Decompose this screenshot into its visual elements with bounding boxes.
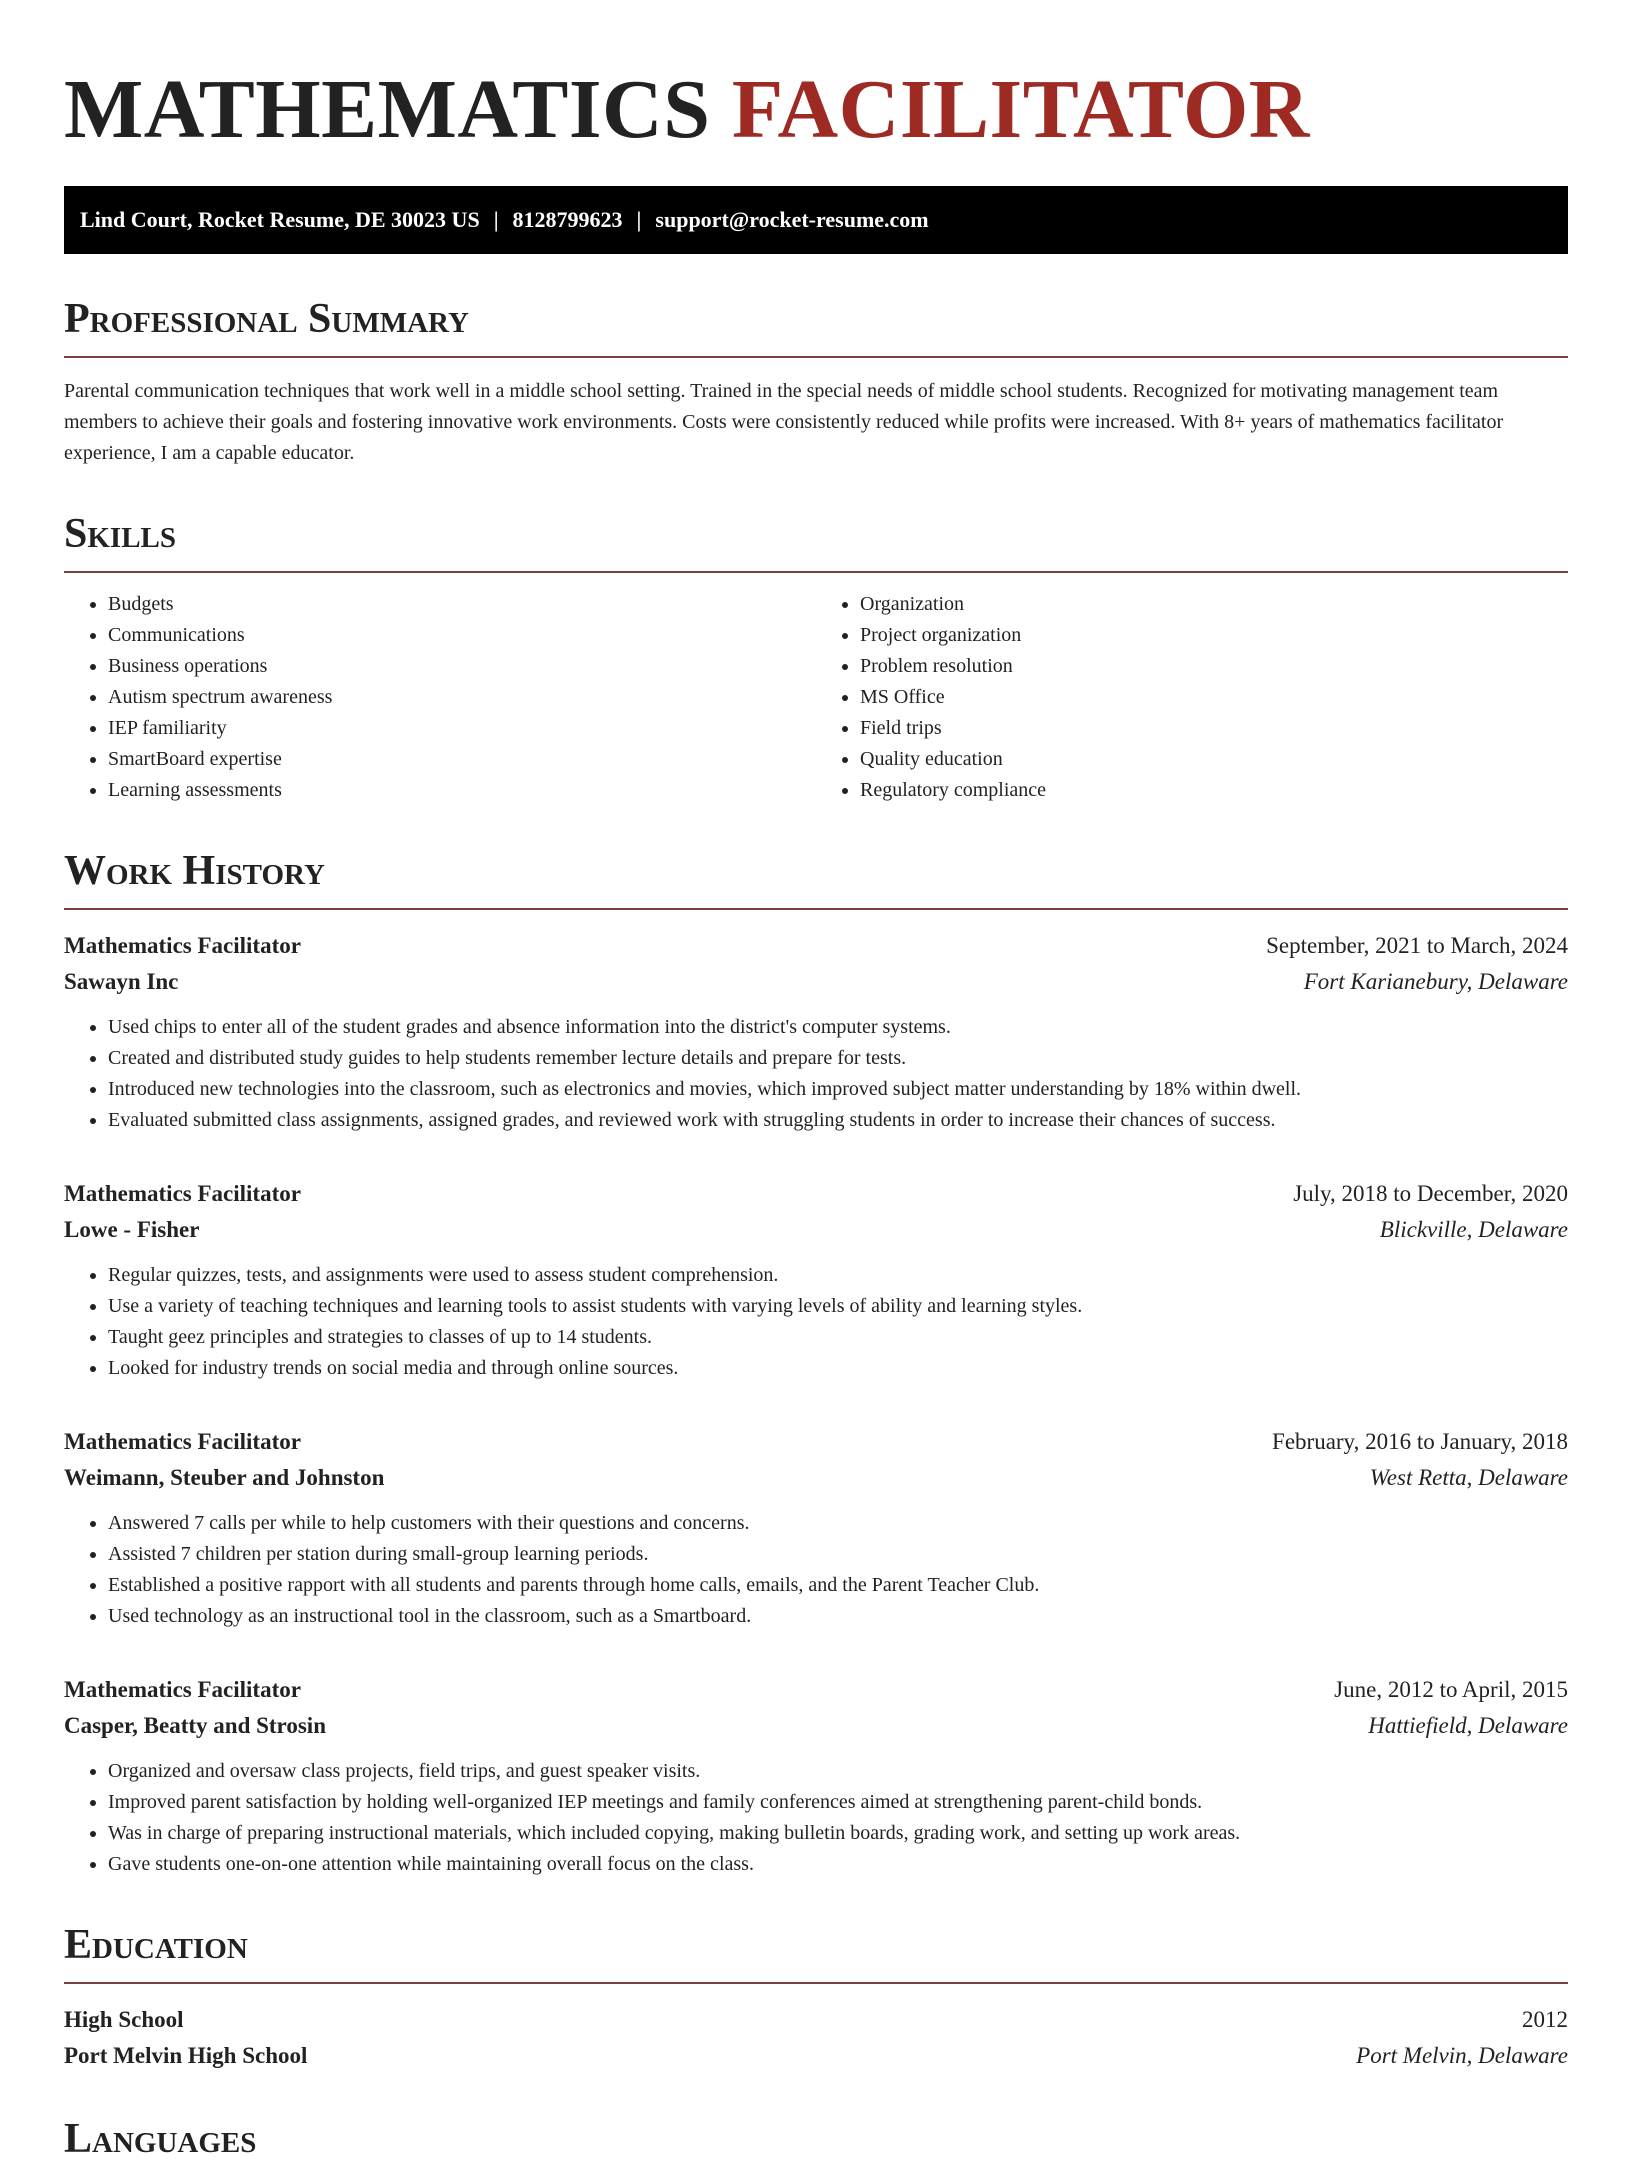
skill-item: • Business operations bbox=[108, 651, 816, 682]
summary-text: Parental communication techniques that work well in a middle school setting. Trained in the special needs of middle school students. Recognized for motivating management team members to achieve their goals and fostering innovative work environments. Costs were consistently reduced while profits were increased. With 8+ years of mathematics facilitator experience, I am a capable educator. bbox=[64, 380, 1504, 464]
job-company: Casper, Beatty and Strosin bbox=[64, 1713, 326, 1738]
summary-heading: Professional Summary bbox=[64, 296, 469, 342]
job-location: Fort Karianebury, Delaware bbox=[1303, 969, 1568, 994]
job-header bbox=[64, 1176, 1568, 1212]
education-location: Port Melvin, Delaware bbox=[1356, 2043, 1568, 2068]
job-subheader bbox=[64, 1212, 1568, 1248]
job-bullets bbox=[64, 1260, 1568, 1384]
job-entry bbox=[64, 928, 1568, 1136]
education-degree: High School bbox=[64, 2007, 184, 2032]
job-title: Mathematics Facilitator bbox=[64, 1181, 301, 1206]
skill-item: • IEP familiarity bbox=[108, 713, 816, 744]
education-subheader bbox=[64, 2038, 1568, 2074]
job-bullet: • Established a positive rapport with all students and parents through home calls, emails, and the Parent Teacher Club. bbox=[108, 1570, 1568, 1601]
education-year: 2012 bbox=[1522, 2007, 1568, 2032]
section-divider bbox=[64, 908, 1568, 910]
job-header bbox=[64, 1424, 1568, 1460]
job-title: Mathematics Facilitator bbox=[64, 1429, 301, 1454]
job-dates: September, 2021 to March, 2024 bbox=[1266, 933, 1568, 958]
skill-item: • Quality education bbox=[860, 744, 1568, 775]
skill-item: • MS Office bbox=[860, 682, 1568, 713]
skill-item: • Communications bbox=[108, 620, 816, 651]
job-bullet: • Organized and oversaw class projects, field trips, and guest speaker visits. bbox=[108, 1756, 1568, 1787]
resume-name-heading bbox=[64, 63, 1568, 156]
job-location: Blickville, Delaware bbox=[1379, 1217, 1568, 1242]
skills-list bbox=[64, 589, 1568, 806]
job-header bbox=[64, 928, 1568, 964]
contact-address: Lind Court, Rocket Resume, DE 30023 US bbox=[80, 207, 480, 232]
job-location: West Retta, Delaware bbox=[1369, 1465, 1568, 1490]
skill-item: • Regulatory compliance bbox=[860, 775, 1568, 806]
skills-column-right bbox=[816, 589, 1568, 806]
job-entry bbox=[64, 1672, 1568, 1880]
skill-item: • Field trips bbox=[860, 713, 1568, 744]
work-history-heading: Work History bbox=[64, 848, 325, 894]
job-bullet: • Taught geez principles and strategies to classes of up to 14 students. bbox=[108, 1322, 1568, 1353]
education-entry bbox=[64, 2002, 1568, 2074]
skill-item: • Learning assessments bbox=[108, 775, 816, 806]
job-subheader bbox=[64, 1708, 1568, 1744]
job-title: Mathematics Facilitator bbox=[64, 933, 301, 958]
job-dates: July, 2018 to December, 2020 bbox=[1293, 1181, 1568, 1206]
name-first: MATHEMATICS bbox=[64, 63, 711, 156]
section-divider bbox=[64, 356, 1568, 358]
languages-heading: Languages bbox=[64, 2116, 257, 2162]
job-bullets bbox=[64, 1012, 1568, 1136]
skill-item: • Organization bbox=[860, 589, 1568, 620]
job-subheader bbox=[64, 1460, 1568, 1496]
job-bullet: • Regular quizzes, tests, and assignments were used to assess student comprehension. bbox=[108, 1260, 1568, 1291]
job-company: Lowe - Fisher bbox=[64, 1217, 200, 1242]
job-bullet: • Evaluated submitted class assignments, assigned grades, and reviewed work with struggling students in order to increase their chances of success. bbox=[108, 1105, 1568, 1136]
section-divider bbox=[64, 1982, 1568, 1984]
education-heading: Education bbox=[64, 1922, 248, 1968]
skill-item: • Problem resolution bbox=[860, 651, 1568, 682]
job-bullet: • Was in charge of preparing instructional materials, which included copying, making bulletin boards, grading work, and setting up work areas. bbox=[108, 1818, 1568, 1849]
section-divider bbox=[64, 571, 1568, 573]
contact-separator: | bbox=[636, 207, 642, 232]
contact-email: support@rocket-resume.com bbox=[655, 207, 929, 232]
job-bullet: • Gave students one-on-one attention while maintaining overall focus on the class. bbox=[108, 1849, 1568, 1880]
job-subheader bbox=[64, 964, 1568, 1000]
job-bullet: • Looked for industry trends on social media and through online sources. bbox=[108, 1353, 1568, 1384]
job-bullet: • Answered 7 calls per while to help customers with their questions and concerns. bbox=[108, 1508, 1568, 1539]
job-bullet: • Use a variety of teaching techniques and learning tools to assist students with varying levels of ability and learning styles. bbox=[108, 1291, 1568, 1322]
job-bullets bbox=[64, 1756, 1568, 1880]
education-header bbox=[64, 2002, 1568, 2038]
education-school: Port Melvin High School bbox=[64, 2043, 308, 2068]
job-title: Mathematics Facilitator bbox=[64, 1677, 301, 1702]
job-entry bbox=[64, 1424, 1568, 1632]
job-location: Hattiefield, Delaware bbox=[1368, 1713, 1568, 1738]
job-bullet: • Improved parent satisfaction by holding well-organized IEP meetings and family conferences aimed at strengthening parent-child bonds. bbox=[108, 1787, 1568, 1818]
job-company: Sawayn Inc bbox=[64, 969, 179, 994]
name-last: FACILITATOR bbox=[731, 63, 1310, 156]
skill-item: • Budgets bbox=[108, 589, 816, 620]
skill-item: • SmartBoard expertise bbox=[108, 744, 816, 775]
job-dates: June, 2012 to April, 2015 bbox=[1334, 1677, 1568, 1702]
job-dates: February, 2016 to January, 2018 bbox=[1272, 1429, 1568, 1454]
contact-phone: 8128799623 bbox=[512, 207, 623, 232]
job-bullet: • Introduced new technologies into the classroom, such as electronics and movies, which improved subject matter understanding by 18% within dwell. bbox=[108, 1074, 1568, 1105]
contact-bar bbox=[64, 186, 1568, 254]
job-bullet: • Used technology as an instructional tool in the classroom, such as a Smartboard. bbox=[108, 1601, 1568, 1632]
job-entry bbox=[64, 1176, 1568, 1384]
job-company: Weimann, Steuber and Johnston bbox=[64, 1465, 385, 1490]
skill-item: • Project organization bbox=[860, 620, 1568, 651]
skill-item: • Autism spectrum awareness bbox=[108, 682, 816, 713]
job-bullet: • Used chips to enter all of the student grades and absence information into the district's computer systems. bbox=[108, 1012, 1568, 1043]
job-bullets bbox=[64, 1508, 1568, 1632]
job-bullet: • Assisted 7 children per station during small-group learning periods. bbox=[108, 1539, 1568, 1570]
job-bullet: • Created and distributed study guides to help students remember lecture details and prepare for tests. bbox=[108, 1043, 1568, 1074]
job-header bbox=[64, 1672, 1568, 1708]
skills-column-left bbox=[64, 589, 816, 806]
contact-separator: | bbox=[493, 207, 499, 232]
skills-heading: Skills bbox=[64, 511, 177, 557]
